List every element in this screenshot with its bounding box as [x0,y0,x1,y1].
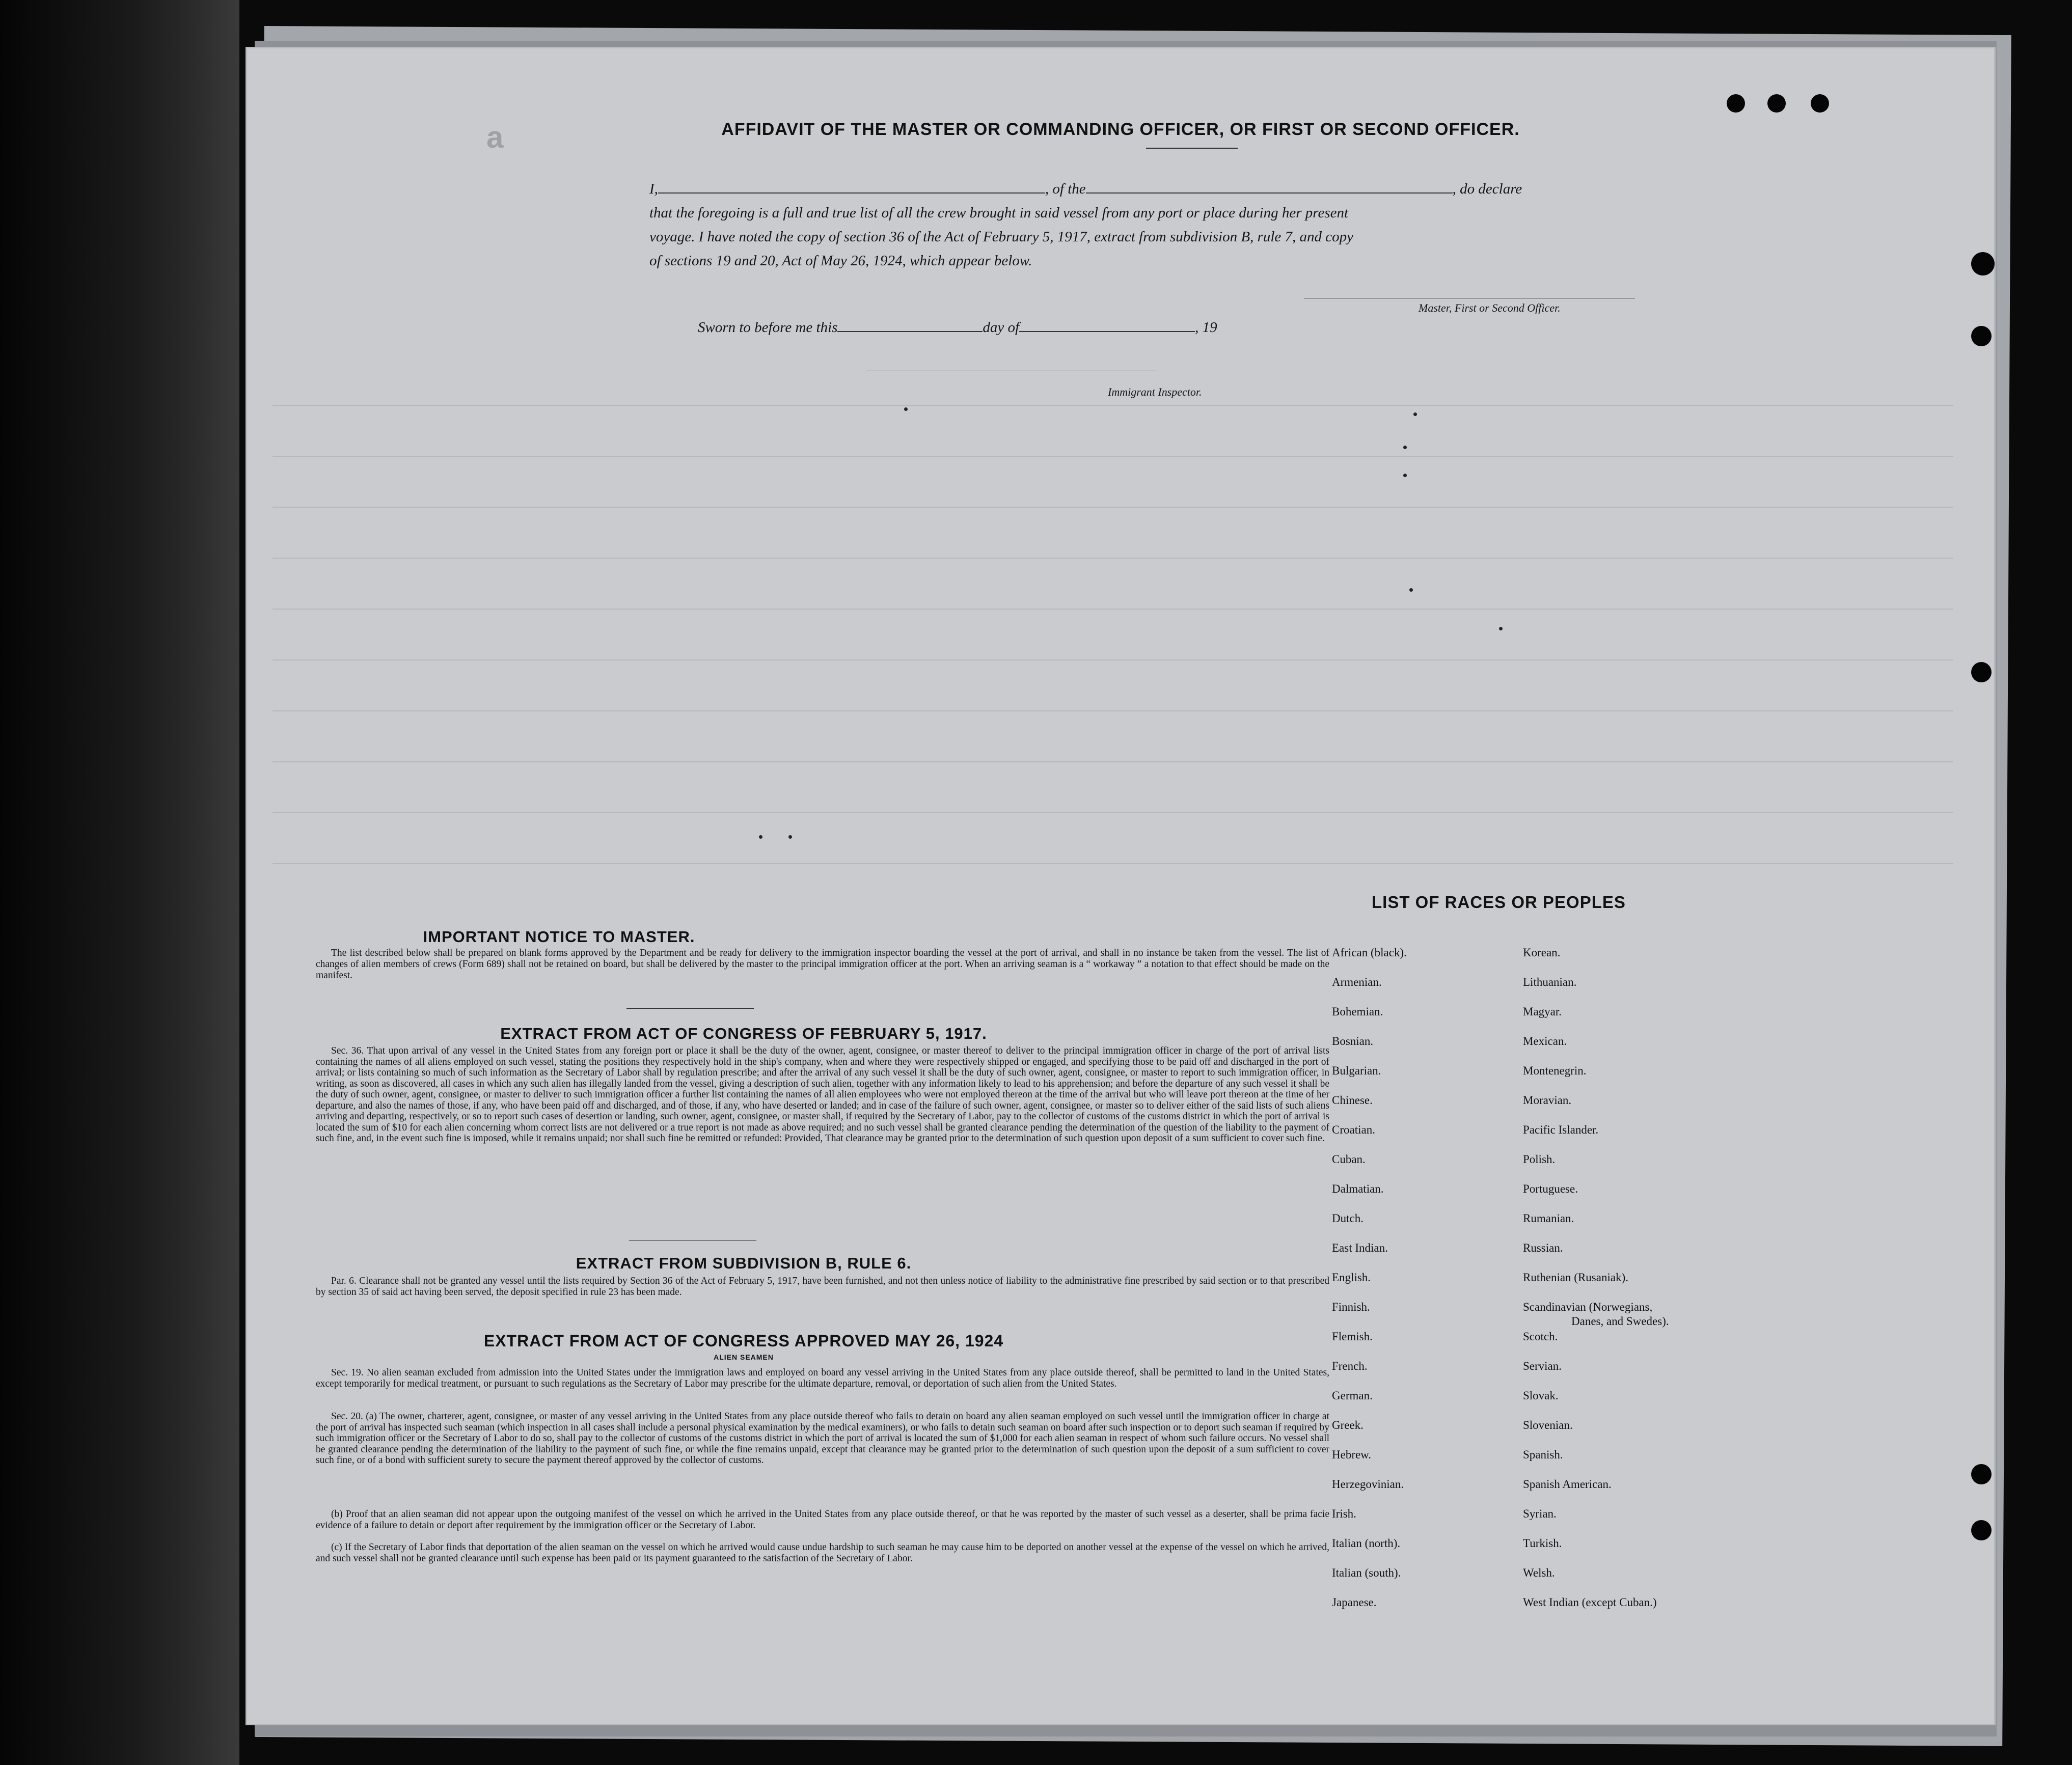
ink-speck [1403,446,1407,449]
race-right-item: Spanish. [1523,1448,1563,1461]
ink-speck [904,407,908,411]
section-divider [626,1008,754,1009]
race-right-item: Syrian. [1523,1507,1557,1520]
ink-speck [788,835,792,839]
race-right-item: Lithuanian. [1523,976,1577,988]
faint-ruled-line [272,812,1953,813]
faint-ruled-line [272,863,1953,864]
bleed-through-mark: a [486,120,504,154]
race-right-item: Spanish American. [1523,1478,1612,1491]
race-left-item: Flemish. [1332,1330,1373,1343]
ink-speck [759,835,762,839]
affidavit-line-1 [649,181,1522,198]
faint-ruled-line [272,761,1953,762]
sworn-day: day of [983,319,1020,336]
sec-20b-body: (b) Proof that an alien seaman did not appear upon the outgoing manifest of the vessel on which he arrived in the United States from any place outside thereof, or that he was reported by the master of such vessel as a deserter, shall be prima facie evidence of a failure to detain or deport after requirement by the immigration officer or the Secretary of Labor. [316,1509,1329,1531]
race-left-item: French. [1332,1360,1368,1372]
race-left-item: Bulgarian. [1332,1064,1381,1077]
notice-body: The list described below shall be prepared on blank forms approved by the Department and be ready for delivery to the immigration inspector boarding the vessel at the port of arrival, and shall in no instance be taken from the vessel. The list of changes of alien members of crews (Form 689) shall not be retained on board, but shall be delivered by the master to the principal immigration officer at the port. When an arriving seaman is a “ workaway ” a notation to that effect should be made on the manifest. [316,948,1329,981]
rule6-body: Par. 6. Clearance shall not be granted any vessel until the lists required by Section 36 of the Act of February 5, 1917, have been furnished, and not then unless notice of liability to the administrative fine prescribed by said section or to that prescribed by section 35 of said act having been served, the deposit specified in rule 23 has been made. [316,1276,1329,1298]
race-right-item: Polish. [1523,1153,1556,1166]
sworn-year: , 19 [1195,319,1217,336]
race-right-item: Russian. [1523,1242,1563,1254]
faint-ruled-line [272,558,1953,559]
affidavit-line-3: voyage. I have noted the copy of section 36 of the Act of February 5, 1917, extract from subdivision B, rule 7, and copy [649,229,1354,245]
sec-20c-body: (c) If the Secretary of Labor finds that deportation of the alien seaman on the vessel on which he arrived would cause undue hardship to such seaman he may cause him to be deported on another vessel at the expense of the vessel on which he arrived, and such vessel shall not be granted clearance until such expense has been paid or its payment guaranteed to the satisfaction of the Secretary of Labor. [316,1542,1329,1564]
race-right-item: Turkish. [1523,1537,1562,1550]
race-right-item: Servian. [1523,1360,1562,1372]
sworn-prefix: Sworn to before me this [698,319,838,336]
affidavit-line-4: of sections 19 and 20, Act of May 26, 1924, which appear below. [649,253,1032,269]
sec-20a-body: Sec. 20. (a) The owner, charterer, agent, consignee, or master of any vessel arriving in the United States from any place outside thereof who fails to detain on board any alien seaman employed on such vessel until the immigration officer in charge at the port of arrival has inspected such seaman (which inspection in all cases shall include a personal physical examination by the medical examiners), or who fails to detain such seaman on board after such inspection or to deport such seaman if required by such immigration officer or the Secretary of Labor to do so, shall pay to the collector of customs of the customs district in which the port of arrival is located the sum of $1,000 for each alien seaman in respect of whom such failure occurs. No vessel shall be granted clearance pending the determination of the liability to the payment of such fine, or while the fine remains unpaid, except that clearance may be granted prior to the determination of such question upon the deposit of a sum sufficient to cover such fine, or of a bond with sufficient surety to secure the payment thereof approved by the collector of customs. [316,1411,1329,1466]
extract-1917-body: Sec. 36. That upon arrival of any vessel in the United States from any foreign port or place it shall be the duty of the owner, agent, consignee, or master thereof to deliver to the principal immigration officer in charge of the port of arrival lists containing the names of all aliens employed on such vessel, stating the positions they respectively hold in the ship's company, when and where they were respectively shipped or engaged, and specifying those to be paid off and discharged in the port of arrival; or lists containing so much of such information as the Secretary of Labor shall by regulation prescribe; and after the arrival of any such vessel it shall be the duty of such owner, agent, consignee, or master to report to such immigration officer, in writing, as soon as discovered, all cases in which any such alien has illegally landed from the vessel, giving a description of such alien, together with any information likely to lead to his apprehension; and before the departure of any such vessel it shall be the duty of such owner, agent, consignee, or master to deliver to such immigration officer a further list containing the names of all alien employees who were not employed thereon at the time of the arrival but who will leave port thereon at the time of her departure, and also the names of those, if any, who have been paid off and discharged, and of those, if any, who have deserted or landed; and in case of the failure of such owner, agent, consignee, or master so to deliver either of the said lists of such aliens arriving and departing, respectively, or so to report such cases of desertion or landing, such owner, agent, consignee, or master shall, if required by the Secretary of Labor, pay to the collector of customs of the customs district in which the port of arrival is located the sum of $10 for each alien concerning whom correct lists are not delivered or a true report is not made as above required; and no such vessel shall be granted clearance pending the determination of the question of the liability to the payment of such fine, and, in the event such fine is imposed, while it remains unpaid; nor shall such fine be remitted or refunded: Provided, That clearance may be granted prior to the determination of such question upon deposit of a sum sufficient to cover such fine. [316,1045,1329,1144]
race-left-item: Japanese. [1332,1596,1377,1609]
notice-title: IMPORTANT NOTICE TO MASTER. [423,928,695,946]
extract-1924-title: EXTRACT FROM ACT OF CONGRESS APPROVED MAY 26, 1924 [483,1332,1004,1350]
race-left-item: Finnish. [1332,1301,1370,1313]
race-left-item: Italian (south). [1332,1566,1401,1579]
punch-hole [1767,94,1786,113]
scan-dark-edge [0,0,239,1765]
ink-speck [1413,412,1417,416]
race-left-item: Greek. [1332,1419,1364,1431]
punch-hole [1971,662,1992,682]
punch-hole [1971,1464,1992,1484]
race-left-item: Italian (north). [1332,1537,1401,1550]
faint-ruled-line [272,456,1953,457]
race-left-item: Irish. [1332,1507,1356,1520]
name-blank [658,192,1045,194]
race-right-item: Montenegrin. [1523,1064,1587,1077]
faint-ruled-line [272,507,1953,508]
race-right-item: Welsh. [1523,1566,1555,1579]
race-left-item: East Indian. [1332,1242,1388,1254]
race-left-item: Dutch. [1332,1212,1364,1225]
race-left-item: Cuban. [1332,1153,1366,1166]
affidavit-title: AFFIDAVIT OF THE MASTER OR COMMANDING OFFICER, OR FIRST OR SECOND OFFICER. [721,120,1520,139]
race-left-item: Bosnian. [1332,1035,1374,1047]
title-underline [1146,148,1238,149]
race-left-item: Armenian. [1332,976,1382,988]
race-right-item: West Indian (except Cuban.) [1523,1596,1657,1609]
faint-ruled-line [272,609,1953,610]
extract-1924-subtitle: ALIEN SEAMEN [714,1353,774,1361]
sworn-day-blank [837,331,983,332]
race-left-item: English. [1332,1271,1371,1284]
master-signature-label: Master, First or Second Officer. [1419,301,1561,314]
sworn-line [698,319,1217,336]
ink-speck [1409,588,1413,592]
race-right-item: Ruthenian (Rusaniak). [1523,1271,1628,1284]
race-left-item: Croatian. [1332,1123,1375,1136]
race-left-item: German. [1332,1389,1373,1402]
ink-speck [1403,474,1407,477]
race-left-item: Chinese. [1332,1094,1373,1107]
race-left-item: Hebrew. [1332,1448,1372,1461]
ink-speck [1499,627,1503,630]
race-right-item: Moravian. [1523,1094,1572,1107]
extract-1917-title: EXTRACT FROM ACT OF CONGRESS OF FEBRUARY 5, 1917. [500,1025,987,1042]
race-left-item: African (black). [1332,946,1407,959]
race-right-item: Scandinavian (Norwegians, [1523,1301,1653,1313]
sworn-month-blank [1019,331,1195,332]
race-right-item: Magyar. [1523,1005,1562,1018]
affidavit-line-2: that the foregoing is a full and true list of all the crew brought in said vessel from any port or place during her present [649,205,1349,221]
punch-hole [1727,94,1745,113]
affidavit-i: I, [649,181,658,197]
faint-ruled-line [272,710,1953,711]
faint-ruled-line [272,405,1953,406]
race-left-item: Bohemian. [1332,1005,1383,1018]
faint-ruled-line [272,659,1953,660]
race-right-item: Korean. [1523,946,1561,959]
race-right-item: Pacific Islander. [1523,1123,1599,1136]
affidavit-declare: , do declare [1452,181,1522,197]
affidavit-of-the: , of the [1045,181,1086,197]
inspector-label: Immigrant Inspector. [1108,385,1202,398]
rule6-title: EXTRACT FROM SUBDIVISION B, RULE 6. [576,1254,912,1272]
punch-hole [1971,252,1995,275]
punch-hole [1811,94,1829,113]
race-left-item: Herzegovinian. [1332,1478,1404,1491]
punch-hole [1971,326,1992,346]
races-title: LIST OF RACES OR PEOPLES [1372,893,1626,912]
race-right-item: Slovenian. [1523,1419,1573,1431]
race-right-item: Rumanian. [1523,1212,1574,1225]
race-right-item: Portuguese. [1523,1182,1578,1195]
race-right-item-continuation: Danes, and Swedes). [1571,1315,1669,1328]
race-right-item: Slovak. [1523,1389,1559,1402]
race-right-item: Scotch. [1523,1330,1558,1343]
document-page [247,48,1994,1724]
punch-hole [1971,1520,1992,1540]
race-left-item: Dalmatian. [1332,1182,1384,1195]
vessel-blank [1086,192,1453,194]
sec-19-body: Sec. 19. No alien seaman excluded from admission into the United States under the immigration laws and employed on board any vessel arriving in the United States from any place outside thereof, shall be permitted to land in the United States, except temporarily for medical treatment, or pursuant to such regulations as the Secretary of Labor may prescribe for the ultimate departure, removal, or deportation of such alien from the United States. [316,1367,1329,1389]
race-right-item: Mexican. [1523,1035,1567,1047]
